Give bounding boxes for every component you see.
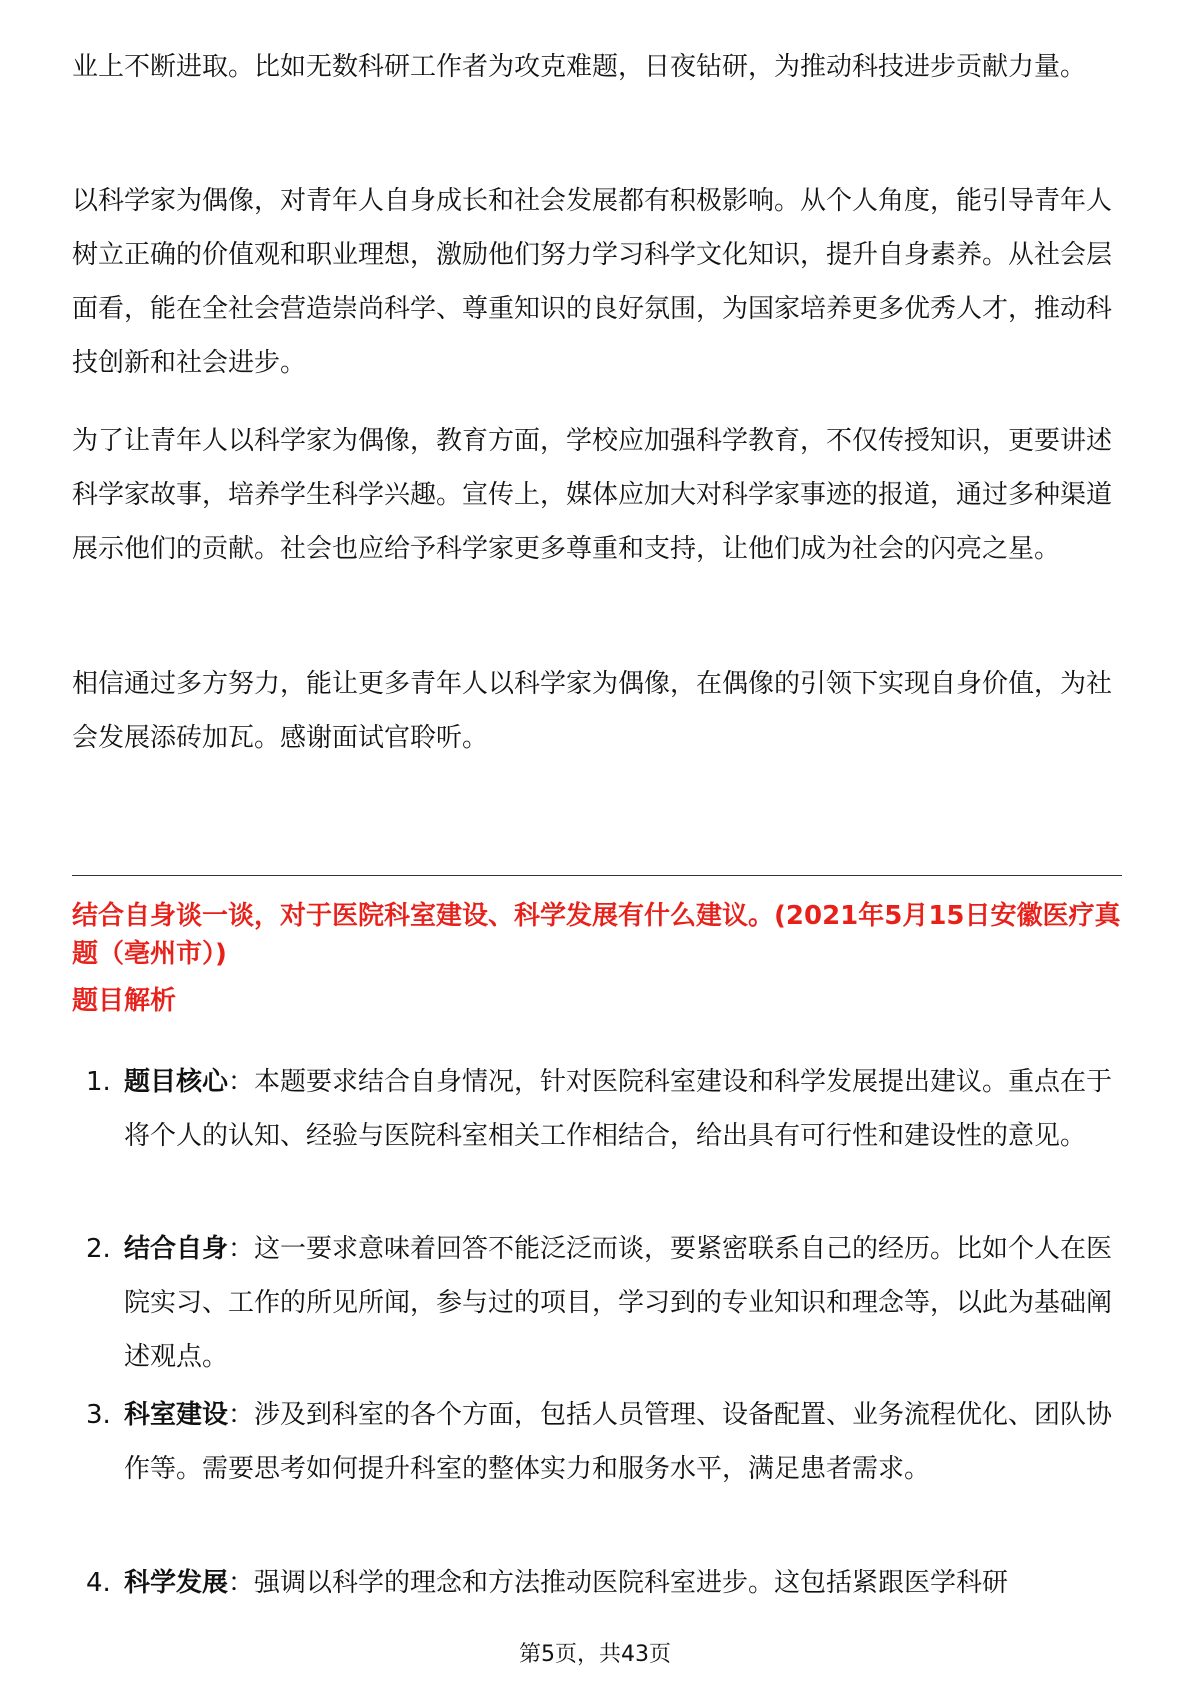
list-item-term: 题目核心: [124, 1067, 229, 1097]
list-item-number: 4.: [86, 1568, 111, 1598]
list-item-text: ：涉及到科室的各个方面，包括人员管理、设备配置、业务流程优化、团队协作等。需要思考如何提升科室的整体实力和服务水平，满足患者需求。: [124, 1400, 1113, 1484]
paragraph-1: 业上不断进取。比如无数科研工作者为攻克难题，日夜钻研，为推动科技进步贡献力量。: [72, 52, 1087, 82]
question-title: 结合自身谈一谈，对于医院科室建设、科学发展有什么建议。(2021年5月15日安徽医疗真题（亳州市）): [72, 901, 1121, 969]
list-item-number: 1.: [86, 1067, 111, 1097]
list-item-number: 3.: [86, 1400, 111, 1430]
list-item-term: 结合自身: [124, 1234, 229, 1264]
paragraph-3: 为了让青年人以科学家为偶像，教育方面，学校应加强科学教育，不仅传授知识，更要讲述科学家故事，培养学生科学兴趣。宣传上，媒体应加大对科学家事迹的报道，通过多种渠道展示他们的贡献。社会也应给予科学家更多尊重和支持，让他们成为社会的闪亮之星。: [72, 426, 1113, 564]
list-item-text: ：强调以科学的理念和方法推动医院科室进步。这包括紧跟医学科研: [228, 1568, 1009, 1598]
list-item-number: 2.: [86, 1234, 111, 1264]
section-divider: [72, 875, 1122, 876]
paragraph-2: 以科学家为偶像，对青年人自身成长和社会发展都有积极影响。从个人角度，能引导青年人树立正确的价值观和职业理想，激励他们努力学习科学文化知识，提升自身素养。从社会层面看，能在全社会营造崇尚科学、尊重知识的良好氛围，为国家培养更多优秀人才，推动科技创新和社会进步。: [72, 186, 1113, 378]
list-item-text: ：本题要求结合自身情况，针对医院科室建设和科学发展提出建议。重点在于将个人的认知、经验与医院科室相关工作相结合，给出具有可行性和建设性的意见。: [124, 1067, 1113, 1151]
list-item-text: ：这一要求意味着回答不能泛泛而谈，要紧密联系自己的经历。比如个人在医院实习、工作的所见所闻，参与过的项目，学习到的专业知识和理念等，以此为基础阐述观点。: [124, 1234, 1113, 1372]
list-item-term: 科室建设: [124, 1400, 229, 1430]
analysis-heading: 题目解析: [72, 986, 177, 1016]
page-footer: 第5页，共43页: [519, 1642, 671, 1667]
paragraph-4: 相信通过多方努力，能让更多青年人以科学家为偶像，在偶像的引领下实现自身价值，为社会发展添砖加瓦。感谢面试官聆听。: [72, 669, 1113, 753]
list-item-term: 科学发展: [124, 1568, 229, 1598]
